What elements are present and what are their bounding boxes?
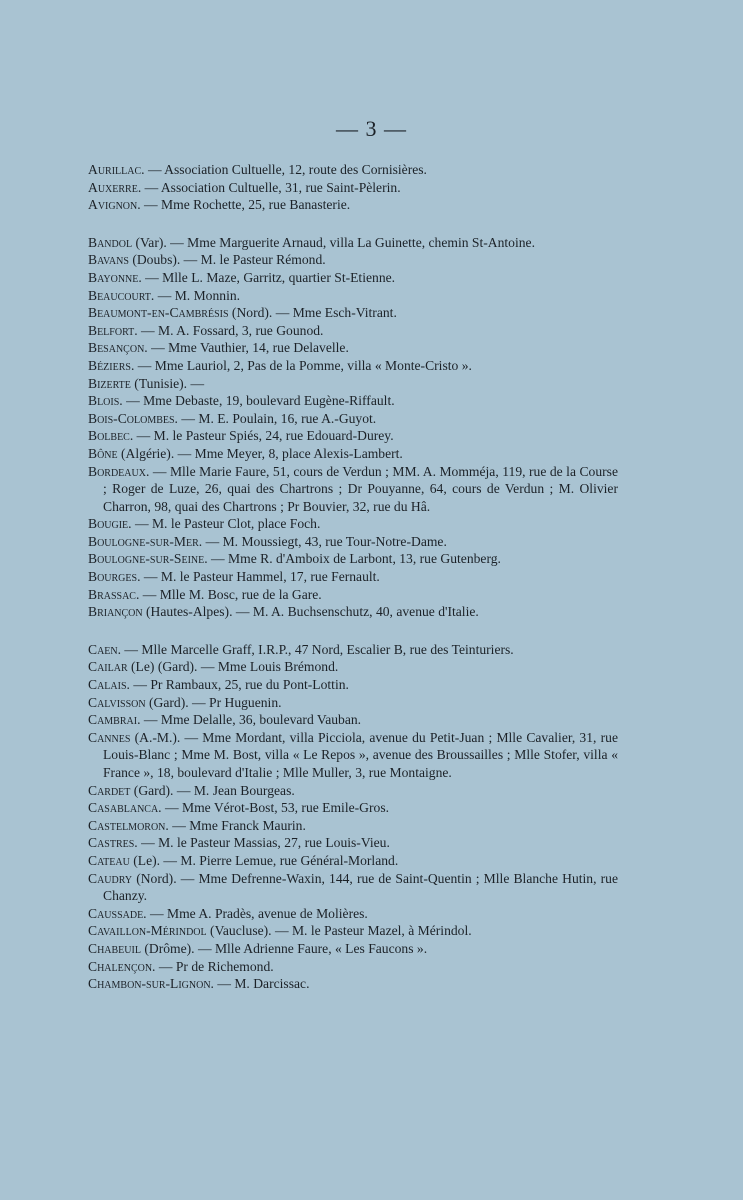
entry-details: — M. le Pasteur Clot, place Foch. bbox=[131, 516, 321, 532]
entry-place: Castelmoron. bbox=[88, 817, 169, 833]
directory-entry bbox=[88, 251, 618, 269]
page-number: — 3 — bbox=[336, 116, 407, 141]
directory-entry bbox=[88, 905, 618, 923]
entry-place: Cavaillon-Mérindol bbox=[88, 923, 207, 939]
directory-entry bbox=[88, 515, 618, 533]
entry-details: (Gard). — M. Jean Bourgeas. bbox=[130, 782, 295, 798]
entry-place: Castres. bbox=[88, 835, 138, 851]
entry-details: (Tunisie). — bbox=[130, 375, 205, 391]
entry-details: — Mme Vauthier, 14, rue Delavelle. bbox=[147, 340, 349, 356]
entry-details: (Le). — M. Pierre Lemue, rue Général-Morland. bbox=[129, 852, 399, 868]
group-separator bbox=[88, 621, 618, 641]
entry-details: — Association Cultuelle, 12, route des Cornisières. bbox=[144, 162, 427, 177]
directory-entry bbox=[88, 392, 618, 410]
directory-entry bbox=[88, 410, 618, 428]
entry-place: Caen. bbox=[88, 641, 122, 657]
entry-details: — Pr Rambaux, 25, rue du Pont-Lottin. bbox=[129, 677, 349, 693]
entry-details: — Mme Debaste, 19, boulevard Eugène-Riffault. bbox=[122, 393, 395, 409]
directory-entry bbox=[88, 234, 618, 252]
entry-details: (A.-M.). — Mme Mordant, villa Picciola, avenue du Petit-Juan ; Mlle Cavalier, 31, rue Louis-Blanc ; Mme M. Bost, villa « Le Repos », avenue des Broussailles ; Mlle Stofer, villa « France », 18, boulevard d'Italie ; Mlle Muller, 3, rue Montaigne. bbox=[103, 729, 618, 780]
directory-entry bbox=[88, 339, 618, 357]
directory-entry bbox=[88, 357, 618, 375]
entry-details: — Mme Delalle, 36, boulevard Vauban. bbox=[140, 712, 362, 728]
entry-details: (Vaucluse). — M. le Pasteur Mazel, à Mérindol. bbox=[206, 923, 472, 939]
directory-entry bbox=[88, 729, 618, 782]
entry-place: Chambon-sur-Lignon. bbox=[88, 976, 214, 992]
directory-entry bbox=[88, 834, 618, 852]
directory-entry bbox=[88, 694, 618, 712]
entry-details: — Mme Vérot-Bost, 53, rue Emile-Gros. bbox=[161, 800, 390, 816]
entry-details: — M. le Pasteur Hammel, 17, rue Fernault. bbox=[140, 569, 380, 585]
entry-place: Bône bbox=[88, 445, 118, 461]
directory-entry bbox=[88, 782, 618, 800]
entry-place: Bourges. bbox=[88, 569, 141, 585]
directory-entry bbox=[88, 641, 618, 659]
entry-details: (Algérie). — Mme Meyer, 8, place Alexis-Lambert. bbox=[117, 445, 403, 461]
entry-place: Auxerre. bbox=[88, 179, 142, 195]
directory-entry bbox=[88, 179, 618, 197]
directory-entry bbox=[88, 852, 618, 870]
entry-details: — Mlle L. Maze, Garritz, quartier St-Etienne. bbox=[141, 269, 396, 285]
entry-place: Besançon. bbox=[88, 340, 148, 356]
group-separator bbox=[88, 214, 618, 234]
entry-place: Cailar bbox=[88, 659, 128, 675]
directory-entry bbox=[88, 922, 618, 940]
directory-entry bbox=[88, 940, 618, 958]
directory-entry bbox=[88, 533, 618, 551]
entry-place: Caussade. bbox=[88, 905, 147, 921]
entry-details: — Mme Lauriol, 2, Pas de la Pomme, villa « Monte-Cristo ». bbox=[134, 357, 472, 373]
entry-place: Cannes bbox=[88, 729, 131, 745]
entry-details: — Pr de Richemond. bbox=[155, 958, 274, 974]
address-directory bbox=[88, 161, 618, 993]
entry-place: Calvisson bbox=[88, 694, 146, 710]
entry-place: Beaucourt. bbox=[88, 287, 155, 303]
entry-place: Béziers. bbox=[88, 357, 135, 373]
entry-place: Bandol bbox=[88, 234, 133, 250]
entry-details: (Nord). — Mme Esch-Vitrant. bbox=[228, 305, 397, 321]
directory-entry bbox=[88, 658, 618, 676]
entry-details: — M. le Pasteur Massias, 27, rue Louis-Vieu. bbox=[137, 835, 390, 851]
entry-details: (Var). — Mme Marguerite Arnaud, villa La Guinette, chemin St-Antoine. bbox=[132, 234, 535, 250]
entry-details: — M. Darcissac. bbox=[213, 976, 310, 992]
directory-entry bbox=[88, 711, 618, 729]
entry-place: Bizerte bbox=[88, 375, 131, 391]
entry-place: Cambrai. bbox=[88, 712, 141, 728]
entry-place: Caudry bbox=[88, 870, 133, 886]
entry-place: Brassac. bbox=[88, 586, 140, 602]
entry-place: Boulogne-sur-Seine. bbox=[88, 551, 208, 567]
entry-details: — M. Moussiegt, 43, rue Tour-Notre-Dame. bbox=[202, 533, 447, 549]
directory-entry bbox=[88, 304, 618, 322]
entry-place: Cateau bbox=[88, 852, 130, 868]
entry-details: (Hautes-Alpes). — M. A. Buchsenschutz, 40, avenue d'Italie. bbox=[142, 604, 479, 620]
entry-place: Casablanca. bbox=[88, 800, 162, 816]
directory-entry bbox=[88, 568, 618, 586]
entry-place: Belfort. bbox=[88, 322, 138, 338]
entry-place: Calais. bbox=[88, 677, 130, 693]
entry-place: Blois. bbox=[88, 393, 123, 409]
entry-details: — Mme A. Pradès, avenue de Molières. bbox=[146, 905, 368, 921]
entry-details: — Mlle Marie Faure, 51, cours de Verdun ; MM. A. Momméja, 119, rue de la Course ; Roger de Luze, 26, quai des Chartrons ; Dr Pouyanne, 64, cours de Verdun ; M. Olivier Charron, 98, quai des Chartrons ; Pr Bouvier, 32, rue du Hâ. bbox=[103, 463, 618, 514]
entry-place: Bavans bbox=[88, 252, 129, 268]
entry-place: Chabeuil bbox=[88, 940, 141, 956]
directory-entry bbox=[88, 975, 618, 993]
directory-entry bbox=[88, 676, 618, 694]
entry-details: (Nord). — Mme Defrenne-Waxin, 144, rue de Saint-Quentin ; Mlle Blanche Hutin, rue Chanzy. bbox=[103, 870, 618, 904]
directory-entry bbox=[88, 870, 618, 905]
directory-entry bbox=[88, 463, 618, 516]
entry-place: Bois-Colombes. bbox=[88, 410, 178, 426]
directory-entry bbox=[88, 799, 618, 817]
entry-place: Bayonne. bbox=[88, 269, 142, 285]
directory-entry bbox=[88, 322, 618, 340]
directory-entry bbox=[88, 287, 618, 305]
entry-place: Bougie. bbox=[88, 516, 132, 532]
entry-details: (Gard). — Pr Huguenin. bbox=[145, 694, 282, 710]
entry-details: — M. E. Poulain, 16, rue A.-Guyot. bbox=[177, 410, 377, 426]
entry-details: (Le) (Gard). — Mme Louis Brémond. bbox=[127, 659, 339, 675]
entry-details: — Mme Rochette, 25, rue Banasterie. bbox=[140, 197, 351, 213]
entry-place: Cardet bbox=[88, 782, 131, 798]
entry-details: — M. Monnin. bbox=[154, 287, 241, 303]
entry-details: — Mme R. d'Amboix de Larbont, 13, rue Gutenberg. bbox=[207, 551, 501, 567]
entry-details: — Mme Franck Maurin. bbox=[168, 817, 306, 833]
entry-details: (Doubs). — M. le Pasteur Rémond. bbox=[128, 252, 326, 268]
directory-entry bbox=[88, 269, 618, 287]
directory-entry bbox=[88, 603, 618, 621]
directory-entry bbox=[88, 586, 618, 604]
directory-entry bbox=[88, 196, 618, 214]
directory-entry bbox=[88, 550, 618, 568]
entry-place: Avignon. bbox=[88, 197, 141, 213]
directory-entry bbox=[88, 958, 618, 976]
directory-entry bbox=[88, 375, 618, 393]
entry-details: — Mlle Marcelle Graff, I.R.P., 47 Nord, Escalier B, rue des Teinturiers. bbox=[121, 641, 514, 657]
entry-place: Chalençon. bbox=[88, 958, 156, 974]
entry-place: Boulogne-sur-Mer. bbox=[88, 533, 203, 549]
entry-place: Briançon bbox=[88, 604, 143, 620]
entry-details: — M. A. Fossard, 3, rue Gounod. bbox=[137, 322, 324, 338]
entry-details: (Drôme). — Mlle Adrienne Faure, « Les Faucons ». bbox=[140, 940, 428, 956]
entry-details: — Association Cultuelle, 31, rue Saint-Pèlerin. bbox=[141, 179, 401, 195]
entry-place: Beaumont-en-Cambrésis bbox=[88, 305, 229, 321]
entry-details: — M. le Pasteur Spiés, 24, rue Edouard-Durey. bbox=[133, 428, 394, 444]
entry-place: Bolbec. bbox=[88, 428, 134, 444]
directory-entry bbox=[88, 427, 618, 445]
entry-details: — Mlle M. Bosc, rue de la Gare. bbox=[139, 586, 322, 602]
entry-place: Aurillac. bbox=[88, 162, 145, 177]
directory-entry bbox=[88, 161, 618, 179]
entry-place: Bordeaux. bbox=[88, 463, 150, 479]
directory-entry bbox=[88, 445, 618, 463]
directory-entry bbox=[88, 817, 618, 835]
